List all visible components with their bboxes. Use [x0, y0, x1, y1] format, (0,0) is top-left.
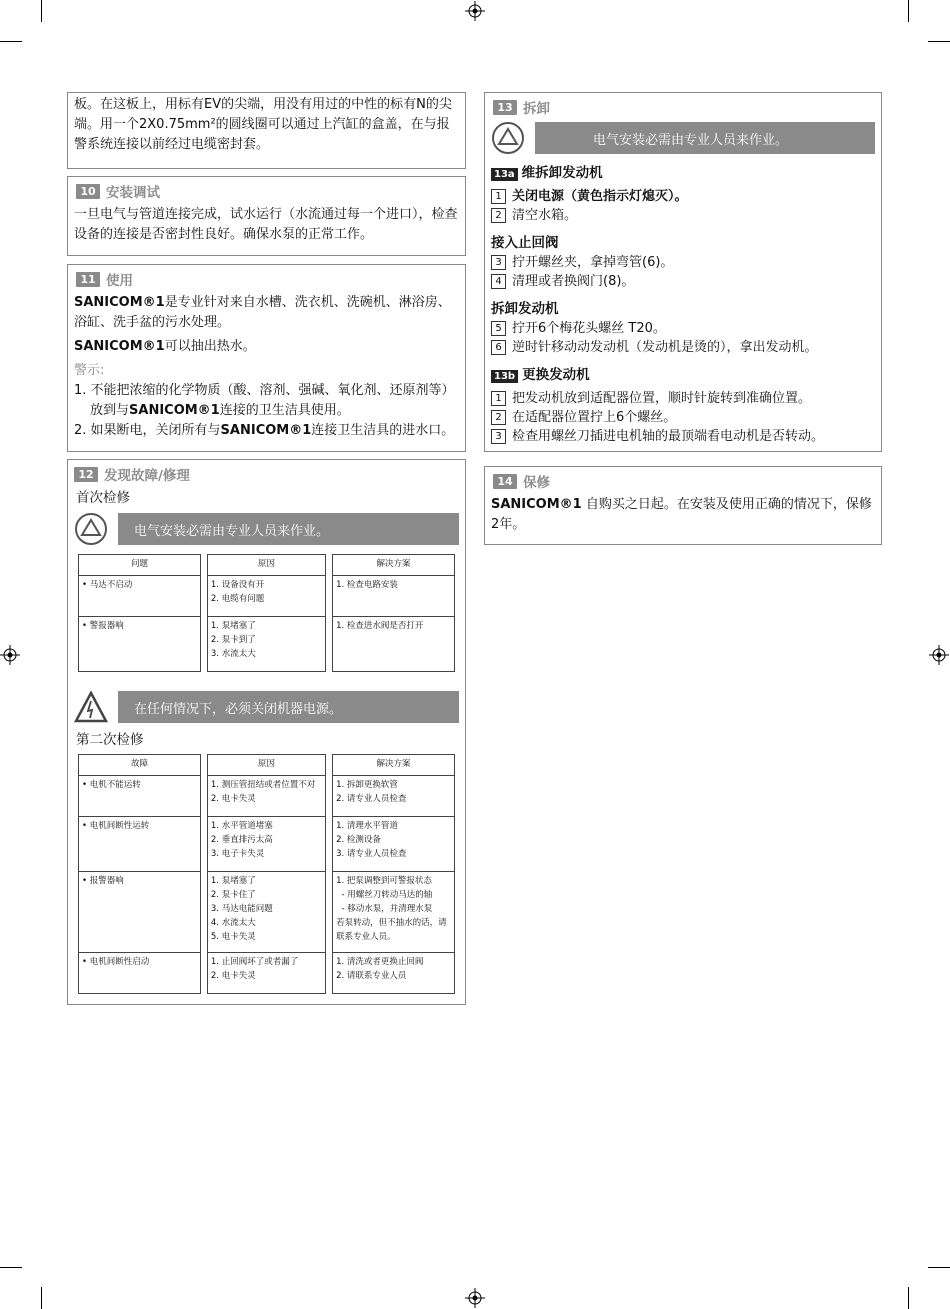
table-header-cell: 解决方案: [332, 554, 455, 576]
step-text: 检查用螺丝刀插进电机轴的最顶端看电动机是否转动。: [512, 429, 825, 444]
second-inspection-heading: 第二次检修: [76, 732, 144, 748]
table-header-cell: 故障: [78, 754, 201, 776]
section-13-heading: [493, 97, 875, 117]
registration-mark-icon: [465, 1, 485, 21]
cell-line: 2. 请联系专业人员: [336, 971, 407, 981]
table-cell: [332, 817, 455, 872]
section-12: [67, 459, 466, 1005]
step-item: [491, 427, 875, 446]
crop-mark: [0, 41, 22, 42]
section-10-heading: [76, 181, 459, 201]
warning-triangle-icon: [491, 121, 525, 155]
warning-text: 2. 如果断电，关闭所有与: [74, 423, 221, 438]
warning-bar-text: 在任何情况下，必须关闭机器电源。: [118, 691, 459, 723]
continuation-text: 板。在这板上，用标有EV的尖端，用没有用过的中性的标有N的尖端。用一个2X0.75mm²的圆线圈可以通过上汽缸的盒盖，在与报警系统连接以前经过电缆密封套。: [74, 97, 452, 152]
step-item: [491, 338, 875, 357]
electrical-warning-bar: [491, 121, 875, 155]
crop-mark: [908, 1287, 909, 1309]
section-14-heading: [493, 471, 875, 491]
cell-line: • 马达不启动: [82, 580, 133, 590]
registration-mark-icon: [465, 1288, 485, 1308]
step-list-motor: [491, 319, 875, 357]
step-list-valve: [491, 253, 875, 291]
cell-line: 1. 检查电路安装: [336, 580, 398, 590]
step-number: 3: [491, 429, 506, 444]
cell-line: 1. 检查进水阀是否打开: [336, 621, 424, 631]
section-title: 使用: [106, 273, 133, 289]
warranty-text: [491, 495, 875, 535]
crop-mark: [41, 0, 42, 22]
crop-mark: [928, 1267, 950, 1268]
step-item: [491, 389, 875, 408]
step-number: 5: [491, 321, 506, 336]
step-number: 1: [491, 391, 506, 406]
step-list-b: [491, 389, 875, 446]
table-row: [78, 953, 455, 994]
subsection-title-text: 维拆卸发动机: [521, 165, 603, 181]
cell-line: - 移动水泵，并清理水泵: [336, 904, 433, 914]
step-number: 6: [491, 340, 506, 355]
cell-line: 2. 请专业人员检查: [336, 794, 407, 804]
brand-name: SANICOM®1: [74, 339, 165, 354]
valve-subheading: 接入止回阀: [491, 235, 559, 251]
cell-line: 3. 请专业人员检查: [336, 849, 407, 859]
section-13: [484, 92, 882, 452]
step-item: [491, 272, 875, 291]
table-cell: [332, 576, 455, 617]
usage-text: 是专业针对来自水槽、洗衣机、洗碗机、淋浴房、浴缸、洗手盆的污水处理。: [74, 295, 451, 330]
table-row: [78, 576, 455, 617]
table-cell: [207, 776, 326, 817]
step-item: [491, 206, 875, 225]
subsection-tag: 13a: [491, 168, 518, 181]
step-item: [491, 319, 875, 338]
warning-text: 连接卫生洁具的进水口。: [311, 423, 455, 438]
cell-line: 1. 测压管扭结或者位置不对: [210, 780, 316, 790]
step-number: 2: [491, 208, 506, 223]
subsection-title-text: 更换发动机: [522, 367, 590, 383]
section-title: 发现故障/修理: [104, 468, 190, 484]
cell-line: 1. 泵堵塞了: [210, 621, 256, 631]
warning-text: 1. 不能把浓缩的化学物质（酸、溶剂、强碱、氧化剂、还原剂等）放到与: [74, 383, 455, 418]
brand-name: SANICOM®1: [220, 423, 312, 438]
cell-line: 2. 电卡失灵: [210, 971, 256, 981]
table-cell: [207, 617, 326, 672]
table-cell: [207, 953, 326, 994]
step-number: 1: [491, 189, 506, 204]
step-text: 关闭电源（黄色指示灯熄灭）。: [512, 189, 688, 204]
motor-subheading: 拆卸发动机: [491, 301, 559, 317]
section-number: 12: [74, 467, 98, 482]
section-title: 拆卸: [523, 101, 550, 117]
section-11: [67, 264, 466, 452]
table-row: [78, 617, 455, 672]
table-cell: [332, 776, 455, 817]
brand-name: SANICOM®1: [129, 403, 220, 418]
table-cell: [78, 872, 201, 953]
table-cell: [78, 953, 201, 994]
cell-line: 2. 泵卡住了: [210, 890, 256, 900]
cell-line: 1. 水平管道堵塞: [210, 821, 273, 831]
crop-mark: [908, 0, 909, 22]
crop-mark: [928, 41, 950, 42]
cell-line: - 用螺丝刀转动马达的轴: [336, 890, 433, 900]
step-text: 在适配器位置拧上6个螺丝。: [512, 410, 677, 425]
crop-mark: [0, 1267, 22, 1268]
step-item: [491, 187, 875, 206]
cell-line: 若泵转动，但不抽水的话，请联系专业人员。: [336, 918, 447, 942]
first-inspection-heading: 首次检修: [76, 490, 130, 506]
section-title: 保修: [523, 475, 550, 491]
section-11-heading: [76, 269, 459, 289]
warning-label: 警示:: [74, 363, 105, 378]
section-number: 11: [76, 272, 100, 287]
cell-line: 1. 设备没有开: [210, 580, 265, 590]
warning-bar-text: 电气安装必需由专业人员来作业。: [535, 122, 875, 154]
registration-mark-icon: [0, 645, 20, 665]
first-inspection-table: [72, 554, 461, 672]
cell-line: 1. 拆卸更换软管: [336, 780, 398, 790]
step-item: [491, 408, 875, 427]
table-cell: [78, 776, 201, 817]
step-number: 3: [491, 255, 506, 270]
table-cell: [207, 576, 326, 617]
cell-line: 5. 电卡失灵: [210, 932, 256, 942]
step-text: 逆时针移动动发动机（发动机是烫的），拿出发动机。: [512, 340, 818, 355]
table-header-cell: 原因: [207, 754, 326, 776]
section-14: [484, 466, 882, 545]
warning-bar-text: 电气安装必需由专业人员来作业。: [118, 513, 459, 545]
crop-mark: [41, 1287, 42, 1309]
usage-paragraph-1: [74, 293, 459, 333]
step-item: [491, 253, 875, 272]
section-number: 14: [493, 474, 517, 489]
table-cell: [78, 617, 201, 672]
section-number: 13: [493, 100, 517, 115]
cell-line: 1. 泵堵塞了: [210, 876, 256, 886]
cell-line: • 报警器响: [82, 876, 124, 886]
step-list-a: [491, 187, 875, 225]
table-cell: [207, 817, 326, 872]
step-text: 拧开6个梅花头螺丝 T20。: [512, 321, 666, 336]
section-10: [67, 176, 466, 256]
brand-name: SANICOM®1: [74, 295, 165, 310]
warranty-rest: 自购买之日起。在安装及使用正确的情况下，保修2年。: [491, 497, 872, 532]
cell-line: 2. 电卡失灵: [210, 794, 256, 804]
step-text: 拧开螺丝夹，拿掉弯管(6)。: [512, 255, 674, 270]
table-cell: [78, 817, 201, 872]
table-header-cell: 问题: [78, 554, 201, 576]
electric-hazard-icon: [74, 690, 108, 724]
warning-triangle-icon: [74, 512, 108, 546]
continuation-box: [67, 92, 466, 169]
table-row: [78, 817, 455, 872]
step-text: 清理或者换阀门(8)。: [512, 274, 635, 289]
cell-line: 1. 把泵调整到可警报状态: [336, 876, 432, 886]
warning-text: 连接的卫生洁具使用。: [219, 403, 350, 418]
table-header-cell: 解决方案: [332, 754, 455, 776]
cell-line: 2. 电缆有问题: [210, 594, 265, 604]
cell-line: • 电机不能运转: [82, 780, 141, 790]
cell-line: 1. 清理水平管道: [336, 821, 398, 831]
table-cell: [332, 617, 455, 672]
cell-line: • 电机间断性运转: [82, 821, 150, 831]
power-off-warning-bar: [74, 690, 459, 724]
warning-item-2: [74, 421, 459, 441]
usage-paragraph-2: [74, 337, 459, 357]
table-row: [78, 776, 455, 817]
table-cell: [78, 576, 201, 617]
cell-line: 2. 泵卡到了: [210, 635, 256, 645]
step-number: 2: [491, 410, 506, 425]
section-number: 10: [76, 184, 100, 199]
electrical-warning-bar: [74, 512, 459, 546]
cell-line: 3. 马达电能问题: [210, 904, 273, 914]
section-title: 安装调试: [106, 185, 160, 201]
cell-line: 3. 电子卡失灵: [210, 849, 265, 859]
table-cell: [332, 872, 455, 953]
table-cell: [207, 872, 326, 953]
brand-name: SANICOM®1: [491, 497, 582, 512]
warning-item-1: [74, 381, 459, 421]
section-12-heading: [74, 464, 461, 484]
table-header-cell: 原因: [207, 554, 326, 576]
step-text: 清空水箱。: [512, 208, 578, 223]
cell-line: 1. 止回阀坏了或者漏了: [210, 957, 299, 967]
second-inspection-table: [72, 754, 461, 994]
registration-mark-icon: [929, 645, 949, 665]
cell-line: • 警报器响: [82, 621, 124, 631]
cell-line: 2. 检测设备: [336, 835, 381, 845]
cell-line: 4. 水流太大: [210, 918, 256, 928]
cell-line: 2. 垂直排污太高: [210, 835, 273, 845]
table-row: [78, 872, 455, 953]
subsection-tag: 13b: [491, 370, 518, 383]
cell-line: 1. 清洗或者更换止回阀: [336, 957, 424, 967]
step-text: 把发动机放到适配器位置，顺时针旋转到准确位置。: [512, 391, 812, 406]
subsection-13a-title: [491, 161, 875, 181]
subsection-13b-title: [491, 363, 875, 383]
table-cell: [332, 953, 455, 994]
cell-line: 3. 水流太大: [210, 649, 256, 659]
cell-line: • 电机间断性启动: [82, 957, 150, 967]
usage-text: 可以抽出热水。: [164, 339, 256, 354]
step-number: 4: [491, 274, 506, 289]
section-10-text: 一旦电气与管道连接完成，试水运行（水流通过每一个进口），检查设备的连接是否密封性良好。确保水泵的正常工作。: [74, 207, 458, 242]
